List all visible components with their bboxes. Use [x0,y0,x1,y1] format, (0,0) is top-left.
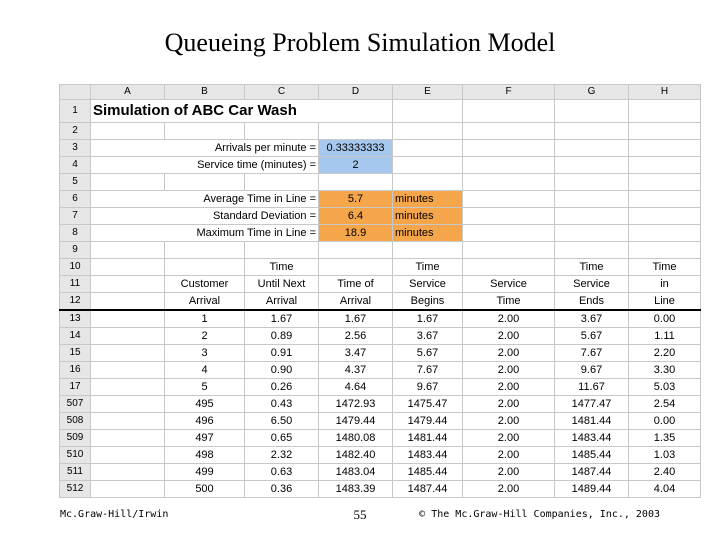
column-header-row [60,85,701,100]
data-cell[interactable]: 2.00 [463,345,555,362]
table-row [60,379,701,396]
data-cell[interactable]: 1.11 [629,328,701,345]
data-cell[interactable]: 5.67 [393,345,463,362]
cell[interactable] [555,208,629,225]
row-number[interactable]: 509 [60,430,91,447]
data-cell[interactable]: 0.89 [245,328,319,345]
slide-title: Queueing Problem Simulation Model [164,28,556,57]
data-cell[interactable]: 499 [165,464,245,481]
data-cell[interactable]: 2.00 [463,396,555,413]
spreadsheet [59,84,701,498]
cell[interactable] [91,310,165,328]
row-number[interactable]: 15 [60,345,91,362]
cell[interactable] [629,225,701,242]
table-row [60,481,701,498]
data-cell[interactable]: 1 [165,310,245,328]
arrivals-input[interactable]: 0.33333333 [319,140,393,157]
cell[interactable] [393,100,463,123]
row-number[interactable]: 511 [60,464,91,481]
data-cell[interactable]: 1475.47 [393,396,463,413]
row-number[interactable]: 7 [60,208,91,225]
max-time-unit[interactable]: minutes [393,225,463,242]
column-heading[interactable]: Line [629,293,701,311]
cell[interactable] [91,293,165,311]
data-cell[interactable]: 2.32 [245,447,319,464]
max-time-value[interactable]: 18.9 [319,225,393,242]
col-header-g[interactable]: G [555,85,629,100]
cell[interactable] [165,123,245,140]
data-cell[interactable]: 2.00 [463,430,555,447]
column-heading[interactable]: Begins [393,293,463,311]
data-cell[interactable]: 5 [165,379,245,396]
row-number[interactable]: 17 [60,379,91,396]
cell[interactable] [393,242,463,259]
column-heading[interactable]: Time [245,259,319,276]
cell[interactable] [629,242,701,259]
data-cell[interactable]: 1480.08 [319,430,393,447]
data-cell[interactable]: 2.00 [463,481,555,498]
cell[interactable] [91,345,165,362]
cell[interactable] [393,174,463,191]
cell[interactable] [165,259,245,276]
column-heading[interactable]: Time [555,259,629,276]
data-cell[interactable]: 1485.44 [555,447,629,464]
table-row [60,328,701,345]
row-number[interactable]: 2 [60,123,91,140]
data-cell[interactable]: 1479.44 [319,413,393,430]
data-cell[interactable]: 1483.44 [393,447,463,464]
cell[interactable] [165,242,245,259]
row-number[interactable]: 11 [60,276,91,293]
cell[interactable] [91,276,165,293]
cell[interactable] [463,259,555,276]
cell[interactable] [91,174,165,191]
data-cell[interactable]: 9.67 [393,379,463,396]
data-cell[interactable]: 7.67 [555,345,629,362]
row-number[interactable]: 6 [60,191,91,208]
row-number[interactable]: 8 [60,225,91,242]
row-number[interactable]: 10 [60,259,91,276]
data-cell[interactable]: 3.67 [393,328,463,345]
table-row [60,447,701,464]
col-header-h[interactable]: H [629,85,701,100]
data-cell[interactable]: 2.00 [463,328,555,345]
data-cell[interactable]: 11.67 [555,379,629,396]
data-cell[interactable]: 3 [165,345,245,362]
data-cell[interactable]: 2.00 [463,362,555,379]
data-cell[interactable]: 2.40 [629,464,701,481]
data-cell[interactable]: 1489.44 [555,481,629,498]
data-cell[interactable]: 500 [165,481,245,498]
cell[interactable] [463,140,555,157]
data-cell[interactable]: 1485.44 [393,464,463,481]
column-heading[interactable]: Time [629,259,701,276]
data-cell[interactable]: 496 [165,413,245,430]
row-number[interactable]: 4 [60,157,91,174]
cell[interactable] [319,123,393,140]
data-cell[interactable]: 2.00 [463,464,555,481]
data-cell[interactable]: 1472.93 [319,396,393,413]
data-cell[interactable]: 1.03 [629,447,701,464]
data-cell[interactable]: 1483.44 [555,430,629,447]
row-number[interactable]: 1 [60,100,91,123]
data-cell[interactable]: 0.43 [245,396,319,413]
copyright-footer: © The Mc.Graw-Hill Companies, Inc., 2003 [419,509,660,520]
data-cell[interactable]: 1481.44 [393,430,463,447]
cell[interactable] [555,123,629,140]
cell[interactable] [91,259,165,276]
data-cell[interactable]: 3.47 [319,345,393,362]
data-cell[interactable]: 2.54 [629,396,701,413]
cell[interactable] [463,242,555,259]
data-cell[interactable]: 1479.44 [393,413,463,430]
average-time-unit[interactable]: minutes [393,191,463,208]
data-cell[interactable]: 2.20 [629,345,701,362]
cell[interactable] [629,157,701,174]
data-cell[interactable]: 7.67 [393,362,463,379]
data-cell[interactable]: 1483.39 [319,481,393,498]
cell[interactable] [393,157,463,174]
cell[interactable] [463,157,555,174]
cell[interactable] [555,191,629,208]
row-number[interactable]: 510 [60,447,91,464]
cell[interactable] [463,100,555,123]
cell[interactable] [555,140,629,157]
cell[interactable] [629,191,701,208]
data-cell[interactable]: 4.37 [319,362,393,379]
data-cell[interactable]: 2.00 [463,379,555,396]
col-header-d[interactable]: D [319,85,393,100]
data-cell[interactable]: 1.67 [245,310,319,328]
column-heading[interactable]: Arrival [165,293,245,311]
column-heading[interactable]: Time [393,259,463,276]
data-cell[interactable]: 3.67 [555,310,629,328]
row-number[interactable]: 5 [60,174,91,191]
data-cell[interactable]: 1487.44 [393,481,463,498]
service-time-input[interactable]: 2 [319,157,393,174]
average-time-label[interactable]: Average Time in Line = [91,191,319,208]
data-cell[interactable]: 0.00 [629,413,701,430]
data-cell[interactable]: 0.26 [245,379,319,396]
col-header-e[interactable]: E [393,85,463,100]
table-row [60,430,701,447]
data-cell[interactable]: 0.63 [245,464,319,481]
data-cell[interactable]: 1487.44 [555,464,629,481]
std-dev-label[interactable]: Standard Deviation = [91,208,319,225]
cell[interactable] [91,430,165,447]
cell[interactable] [91,396,165,413]
data-cell[interactable]: 1483.04 [319,464,393,481]
cell[interactable] [91,362,165,379]
row-number[interactable]: 9 [60,242,91,259]
cell[interactable] [463,191,555,208]
data-cell[interactable]: 0.90 [245,362,319,379]
cell[interactable] [165,174,245,191]
row-number[interactable]: 13 [60,310,91,328]
data-cell[interactable]: 6.50 [245,413,319,430]
row-number[interactable]: 507 [60,396,91,413]
cell[interactable] [91,413,165,430]
cell[interactable] [393,123,463,140]
cell[interactable] [555,225,629,242]
average-time-value[interactable]: 5.7 [319,191,393,208]
cell[interactable] [555,174,629,191]
cell[interactable] [555,157,629,174]
row-number[interactable]: 3 [60,140,91,157]
publisher-footer: Mc.Graw-Hill/Irwin [60,509,169,520]
data-cell[interactable]: 2.00 [463,413,555,430]
data-cell[interactable]: 9.67 [555,362,629,379]
data-cell[interactable]: 0.36 [245,481,319,498]
data-cell[interactable]: 498 [165,447,245,464]
cell[interactable] [319,259,393,276]
data-cell[interactable]: 4.64 [319,379,393,396]
table-row [60,413,701,430]
table-row [60,464,701,481]
data-cell[interactable]: 1.67 [393,310,463,328]
cell[interactable] [629,208,701,225]
cell[interactable] [91,328,165,345]
cell[interactable] [393,140,463,157]
cell[interactable] [629,174,701,191]
row-number[interactable]: 16 [60,362,91,379]
cell[interactable] [319,174,393,191]
col-header-f[interactable]: F [463,85,555,100]
column-heading[interactable]: Arrival [245,293,319,311]
data-cell[interactable]: 1.35 [629,430,701,447]
cell[interactable] [91,242,165,259]
arrivals-label[interactable]: Arrivals per minute = [91,140,319,157]
cell[interactable] [555,100,629,123]
std-dev-unit[interactable]: minutes [393,208,463,225]
cell[interactable] [91,379,165,396]
data-cell[interactable]: 495 [165,396,245,413]
column-heading[interactable]: Ends [555,293,629,311]
column-heading[interactable]: Time [463,293,555,311]
column-heading[interactable]: Service [463,276,555,293]
cell[interactable] [463,174,555,191]
col-header-b[interactable]: B [165,85,245,100]
sheet-title[interactable]: Simulation of ABC Car Wash [91,100,393,123]
col-header-a[interactable]: A [91,85,165,100]
cell[interactable] [629,100,701,123]
data-cell[interactable]: 3.30 [629,362,701,379]
cell[interactable] [629,123,701,140]
column-heading[interactable]: Arrival [319,293,393,311]
column-heading[interactable]: in [629,276,701,293]
data-cell[interactable]: 2.00 [463,310,555,328]
table-row [60,396,701,413]
table-row [60,345,701,362]
data-cell[interactable]: 1481.44 [555,413,629,430]
data-cell[interactable]: 2 [165,328,245,345]
data-cell[interactable]: 1482.40 [319,447,393,464]
column-heading[interactable]: Customer [165,276,245,293]
row-number[interactable]: 508 [60,413,91,430]
column-heading[interactable]: Time of [319,276,393,293]
data-cell[interactable]: 0.65 [245,430,319,447]
data-cell[interactable]: 4 [165,362,245,379]
row-number[interactable]: 12 [60,293,91,311]
cell[interactable] [91,447,165,464]
cell[interactable] [91,123,165,140]
data-cell[interactable]: 0.91 [245,345,319,362]
service-time-label[interactable]: Service time (minutes) = [91,157,319,174]
data-cell[interactable]: 5.03 [629,379,701,396]
cell[interactable] [463,123,555,140]
cell[interactable] [463,208,555,225]
data-cell[interactable]: 2.56 [319,328,393,345]
column-heading[interactable]: Service [555,276,629,293]
cell[interactable] [245,123,319,140]
std-dev-value[interactable]: 6.4 [319,208,393,225]
cell[interactable] [555,242,629,259]
cell[interactable] [245,174,319,191]
max-time-label[interactable]: Maximum Time in Line = [91,225,319,242]
column-heading[interactable]: Until Next [245,276,319,293]
data-cell[interactable]: 2.00 [463,447,555,464]
data-cell[interactable]: 1477.47 [555,396,629,413]
cell[interactable] [463,225,555,242]
col-header-c[interactable]: C [245,85,319,100]
corner-cell[interactable] [60,85,91,100]
cell[interactable] [91,464,165,481]
row-number[interactable]: 14 [60,328,91,345]
cell[interactable] [629,140,701,157]
data-cell[interactable]: 5.67 [555,328,629,345]
simulation-rows [60,310,701,498]
data-cell[interactable]: 4.04 [629,481,701,498]
table-row [60,310,701,328]
cell[interactable] [91,481,165,498]
row-number[interactable]: 512 [60,481,91,498]
data-cell[interactable]: 0.00 [629,310,701,328]
table-row [60,362,701,379]
data-cell[interactable]: 1.67 [319,310,393,328]
data-cell[interactable]: 497 [165,430,245,447]
cell[interactable] [319,242,393,259]
column-heading[interactable]: Service [393,276,463,293]
page-number: 55 [353,507,367,522]
cell[interactable] [245,242,319,259]
